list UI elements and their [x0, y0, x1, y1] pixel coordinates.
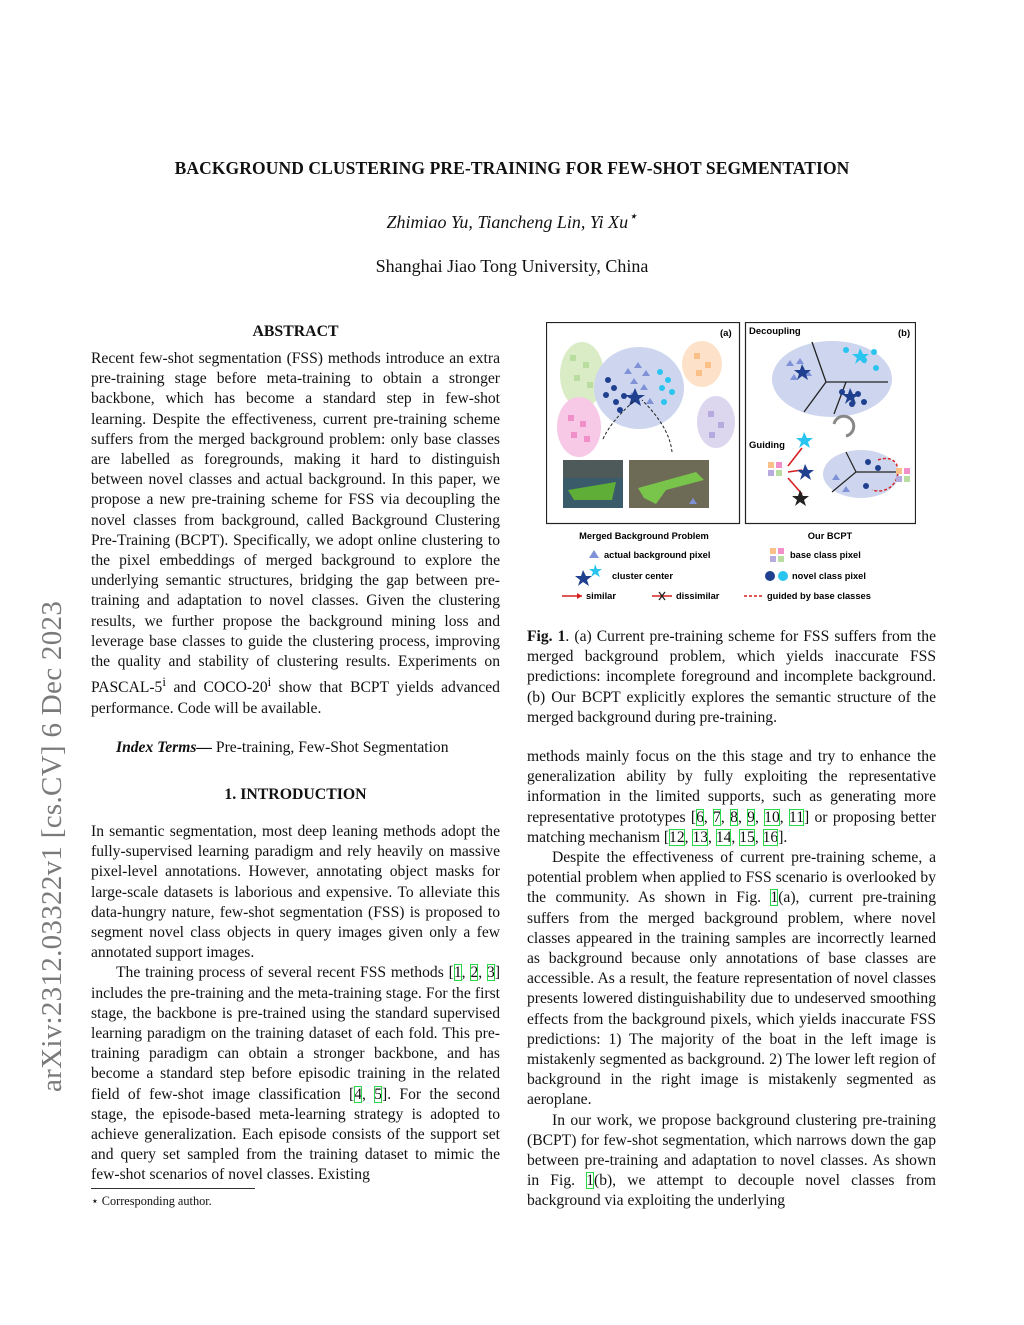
legend-cluster-center: cluster center [612, 571, 673, 581]
legend-triangle-icon [589, 550, 599, 558]
text-span: Despite the effectiveness of current pre-training scheme, a potential problem when applied to FSS scenario is overlooked by the community. As shown in Fig. [527, 849, 936, 907]
index-terms-text: Pre-training, Few-Shot Segmentation [212, 739, 449, 756]
intro-body [91, 822, 500, 1186]
sep: , [684, 828, 693, 846]
legend-arrowhead [577, 593, 582, 599]
affiliation: Shanghai Jiao Tong University, China [375, 256, 649, 276]
caption-text: . (a) Current pre-training scheme for FSS suffers from the merged background problem, which yields inaccurate FSS predictions: incomplete foreground and incomplete background. (b) Our BCPT explicitly explores the semantic structure of the merged background during pre-training. [527, 628, 936, 726]
our-bcpt-title: Our BCPT [807, 531, 853, 541]
figure-caption [527, 627, 936, 728]
guided-cluster [823, 450, 899, 498]
abstract-text-2: and COCO-20 [165, 679, 268, 697]
text-span: The training process of several recent FSS methods [ [116, 964, 454, 982]
guide-star [797, 464, 814, 480]
text-span: ]. For the second stage, the episode-based meta-learning strategy is adopted to achieve generalization. Each episode consists of the support set and query set sampled from the training dataset to mimic the few-shot scenarios of novel classes. Existing [91, 1085, 501, 1184]
decoupling-label: Decoupling [749, 326, 801, 337]
abstract-heading: ABSTRACT [252, 323, 339, 340]
legend-actual-background: actual background pixel [604, 550, 711, 560]
base-class-cluster [557, 397, 601, 457]
arxiv-id: arXiv:2312.03322v1 [cs.CV] 6 Dec 2023 [36, 600, 68, 1092]
citation-link[interactable]: 16 [762, 828, 779, 846]
right-paragraph-2 [527, 848, 936, 1111]
legend-similar: similar [586, 591, 616, 601]
legend-novel-class: novel class pixel [792, 571, 866, 581]
sep: , [779, 808, 789, 826]
citation-link[interactable]: 2 [470, 964, 479, 982]
figure-label: Fig. 1 [527, 628, 566, 645]
index-terms [91, 739, 500, 757]
legend-dissimilar: dissimilar [676, 591, 720, 601]
sep: , [703, 808, 714, 826]
guiding-label: Guiding [749, 440, 785, 451]
author-mark: ⋆ [628, 209, 638, 225]
legend-star-icon [575, 570, 592, 586]
authors [0, 207, 1024, 233]
citation-link[interactable]: 5 [374, 1085, 382, 1103]
base-pixels-left [768, 462, 782, 476]
legend-light-dot [778, 571, 788, 581]
abstract-text-3: show that BCPT yields advanced performance. Code will be available. [91, 679, 500, 717]
citation-link[interactable]: 4 [354, 1085, 362, 1103]
right-column-body [527, 747, 936, 1212]
guide-star [792, 490, 809, 506]
abstract-text: Recent few-shot segmentation (FSS) methods introduce an extra pre-training stage before meta-training to obtain a stronger backbone, which has become a standard step in few-shot learning. Despite the effectiveness, current pre-training scheme suffers from the merged background problem: only base classes are labelled as foregrounds, making it hard to distinguish between novel classes and actual background. In this paper, we propose a new pre-training scheme for FSS via decoupling the novel classes from background, called Background Clustering Pre-Training (BCPT). Specifically, we adopt online clustering to the pixel embeddings of merged background to explore the underlying semantic structures, bridging the gap between pre-training and adaptation to novel classes. Given the clustering results, we further propose the background mining loss and leverage base classes to guide the clustering process, improving the quality and stability of clustering results. Experiments on PASCAL-5 [91, 350, 500, 697]
cycle-arrow-icon [834, 416, 854, 436]
sep: , [708, 828, 716, 846]
text-span: ] or proposing better matching mechanism [ [527, 808, 937, 846]
intro-paragraph-2 [91, 963, 500, 1185]
legend-star-icon [589, 564, 602, 577]
paper-title: BACKGROUND CLUSTERING PRE-TRAINING FOR FEW-SHOT SEGMENTATION [174, 158, 850, 178]
citation-link[interactable]: 13 [692, 828, 709, 846]
index-terms-label: Index Terms— [116, 739, 213, 756]
citation-link[interactable]: 11 [788, 808, 804, 826]
sep: , [731, 828, 740, 846]
abstract-body [91, 349, 500, 719]
text-span: methods mainly focus on the this stage and try to enhance the generalization ability by fully exploiting the representative information in the limited supports, such as generating more representative prototypes [ [527, 748, 936, 826]
sep: , [720, 808, 731, 826]
merged-background-cluster [594, 347, 684, 429]
citation-link[interactable]: 9 [747, 808, 755, 826]
citation-link[interactable]: 7 [713, 808, 721, 826]
citation-link[interactable]: 15 [739, 828, 755, 846]
label-b: (b) [898, 328, 911, 339]
citation-link[interactable]: 1 [453, 964, 462, 982]
text-span: In our work, we propose background clustering pre-training (BCPT) for few-shot segmentation, which narrows down the gap between pre-training and adaptation to novel classes. As shown in Fig. [527, 1111, 936, 1190]
label-a: (a) [720, 328, 732, 339]
figure-link[interactable]: 1 [770, 889, 779, 907]
guide-star [796, 432, 813, 448]
abstract-sup-2: i [267, 674, 272, 690]
footnote-rule [91, 1188, 255, 1189]
legend-dark-dot [765, 571, 775, 581]
intro-paragraph-1: In semantic segmentation, most deep leaning methods adopt the fully-supervised learning paradigm and rely heavily on massive pixel-level annotations. However, annotating object masks for large-scale datasets is laborious and expensive. To alleviate this data-hungry nature, few-shot segmentation (FSS) is proposed to segment novel class objects in query images given only a few annotated support images. [91, 823, 500, 962]
base-class-cluster [697, 396, 735, 448]
citation-link[interactable]: 3 [487, 964, 495, 982]
right-paragraph-1 [527, 747, 936, 848]
legend-base-class: base class pixel [790, 550, 861, 560]
footnote: ⋆ Corresponding author. [91, 1194, 212, 1208]
citation-link[interactable]: 6 [696, 808, 704, 826]
text-span: ]. [778, 828, 788, 846]
sep: , [362, 1085, 375, 1103]
text-span: (b), we attempt to decouple novel classes from background via exploiting the underlying [527, 1172, 936, 1210]
sep: , [754, 828, 763, 846]
citation-link[interactable]: 10 [764, 808, 780, 826]
citation-link[interactable]: 14 [715, 828, 732, 846]
sep: , [754, 808, 765, 826]
figure-1 [546, 322, 916, 612]
figure-link[interactable]: 1 [586, 1172, 594, 1190]
sep: , [461, 964, 471, 982]
citation-link[interactable]: 12 [669, 828, 685, 846]
legend-base-squares [770, 548, 784, 562]
citation-link[interactable]: 8 [730, 808, 738, 826]
text-span: (a), current pre-training suffers from the merged background problem, where novel classes appeared in the training samples are incorrectly learned as background because only annotations of base classes are accessible. As a result, the feature representation of novel classes presents lowered distinguishability due to undeserved smoothing effects from the background pixels, which yields inaccurate FSS predictions: 1) The majority of the boat in the left image is mistakenly segmented as background. 2) The lower left region of background in the right image is mistakenly segmented as aeroplane. [527, 889, 936, 1109]
merged-background-title: Merged Background Problem [579, 531, 709, 541]
similar-arrow [788, 448, 802, 466]
legend-guided: guided by base classes [767, 591, 871, 601]
author-names: Zhimiao Yu, Tiancheng Lin, Yi Xu [386, 212, 629, 232]
sep: , [737, 808, 748, 826]
abstract-sup-1: i [162, 674, 166, 690]
intro-heading: 1. INTRODUCTION [224, 786, 367, 803]
right-paragraph-3 [527, 1111, 936, 1212]
text-span: ] includes the pre-training and the meta-training stage. For the first stage, the backbone is pre-trained using the standard supervised learning paradigm on the training dataset of each fold. This pre-training paradigm can obtain a stronger backbone, and has become a standard step before episodic training in the related field of few-shot image classification [ [91, 964, 501, 1103]
base-class-cluster [682, 341, 722, 387]
sep: , [478, 964, 488, 982]
